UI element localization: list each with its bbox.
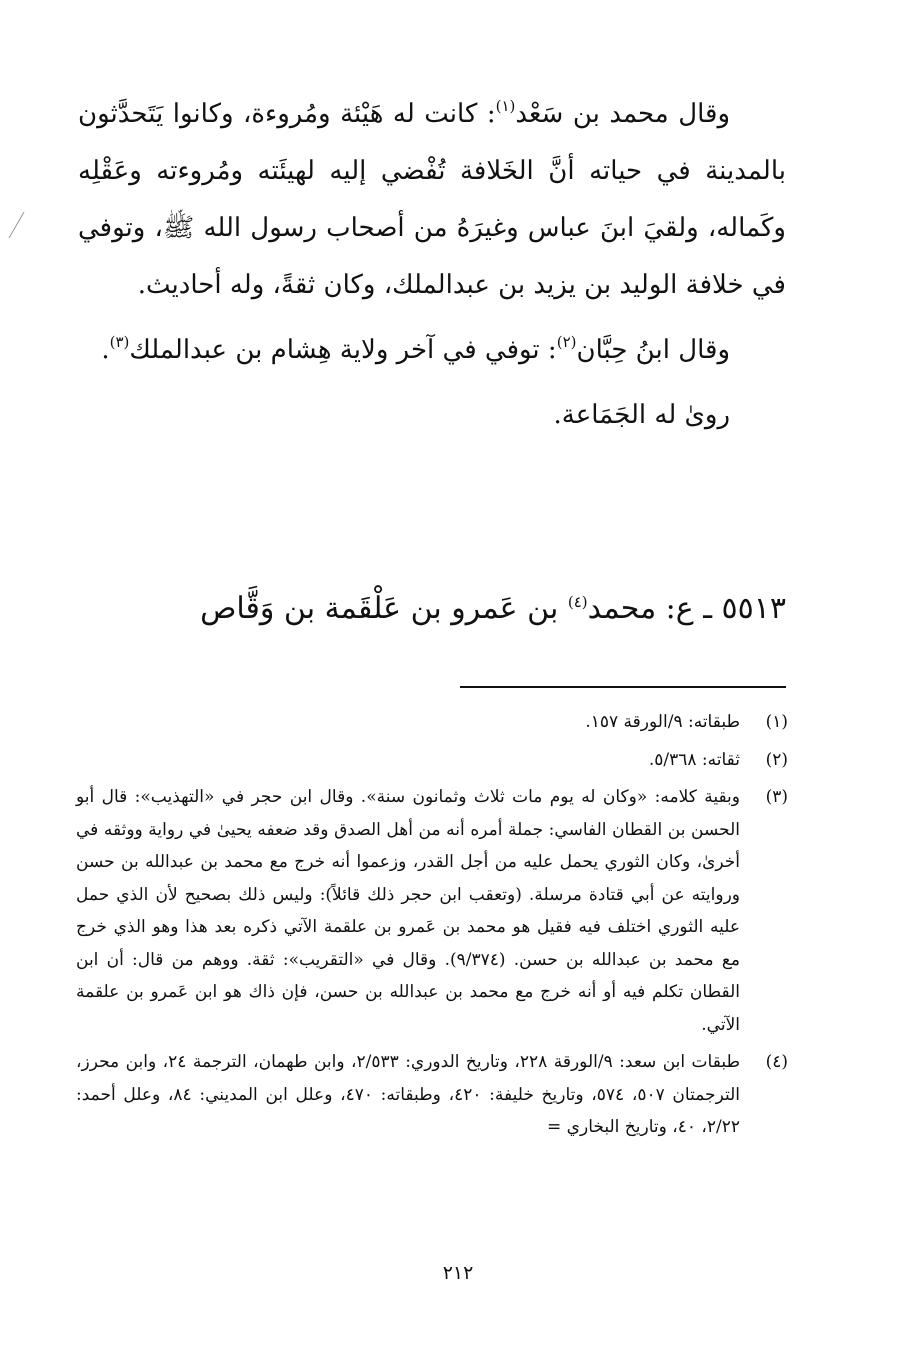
footnote-ref-3[interactable]: (٣) — [109, 333, 130, 351]
footnote-3 — [76, 781, 788, 1041]
footnote-2 — [76, 744, 788, 777]
page-number: ٢١٢ — [442, 1262, 474, 1284]
footnote-ref-4[interactable]: (٤) — [567, 593, 588, 611]
footnote-4 — [76, 1046, 788, 1144]
footnote-text: ثقاته: ٥/٣٦٨. — [648, 749, 740, 770]
footnote-ref-2[interactable]: (٢) — [556, 333, 577, 351]
main-text — [78, 86, 786, 444]
footnote-number: (٢) — [765, 749, 788, 770]
footnote-text: وبقية كلامه: «وكان له يوم مات ثلاث وثمانون سنة». وقال ابن حجر في «التهذيب»: قال أبو الحسن بن القطان الفاسي: جملة أمره أنه من أهل الصدق وقد ضعفه يحيىٰ في رواية ووثقه في أخرىٰ، وكان الثوري يحمل عليه من أجل القدر، وزعموا أنه خرج مع محمد بن عبدالله بن حسن وروايته عن أبي قتادة مرسلة. (وتعقب ابن حجر ذلك قائلاً): وليس ذلك بصحيح لأن الذي حمل عليه الثوري اختلف فيه فقيل هو محمد بن عَمرو بن علقمة الآتي ذكره بعد هذا وهو الذي خرج مع محمد بن عبدالله بن حسن. (٩/٣٧٤). وقال في «التقريب»: ثقة. ووهم من قال: أن ابن القطان تكلم فيه أو أنه خرج مع محمد بن عبدالله بن حسن، فإن ذاك هو ابن عَمرو بن علقمة الآتي. — [76, 787, 740, 1035]
footnote-text: طبقات ابن سعد: ٩/الورقة ٢٢٨، وتاريخ الدوري: ٢/٥٣٣، وابن طهمان، الترجمة ٢٤، وابن محرز، الترجمتان ٥٠٧، ٥٧٤، وتاريخ خليفة: ٤٢٠، وطبقاته: ٤٧٠، وعلل ابن المديني: ٨٤، وعلل أحمد: ٢/٢٢، ٤٠، وتاريخ البخاري = — [76, 1052, 740, 1137]
footnote-text: طبقاته: ٩/الورقة ١٥٧. — [585, 712, 740, 732]
footnote-number: (١) — [765, 712, 788, 732]
footnote-separator — [460, 686, 786, 688]
footnote-1 — [76, 706, 788, 739]
footnote-ref-1[interactable]: (١) — [495, 97, 516, 115]
paragraph-1: وقال محمد بن سَعْد$^{(١)}$: كانت له هَيْئة ومُروءة، وكانوا يَتَحدَّثون بالمدينة في حياته أنَّ الخَلافة تُفْضي إليه لهيئَته ومُروءته وعَقْلِه وكَماله، ولقيَ ابنَ عباس وغيرَهُ من أصحاب رسول الله ﷺ، وتوفي في خلافة الوليد بن يزيد بن عبدالملك، وكان ثقةً، وله أحاديث. — [78, 97, 786, 300]
entry-heading: ٥٥١٣ ـ ع: محمد$^{(٤)}$ بن عَمرو بن عَلْقَمة بن وَقَّاص — [200, 591, 786, 626]
footnote-number: (٤) — [765, 1052, 788, 1072]
paragraph-3: روىٰ له الجَمَاعة. — [553, 400, 730, 430]
footnote-number: (٣) — [765, 787, 788, 807]
paragraph-2: وقال ابنُ حِبَّان$^{(٢)}$: توفي في آخر ولاية هِشام بن عبدالملك$^{(٣)}$. — [101, 333, 730, 365]
footnotes — [76, 706, 788, 1144]
margin-pen-mark — [8, 212, 36, 238]
